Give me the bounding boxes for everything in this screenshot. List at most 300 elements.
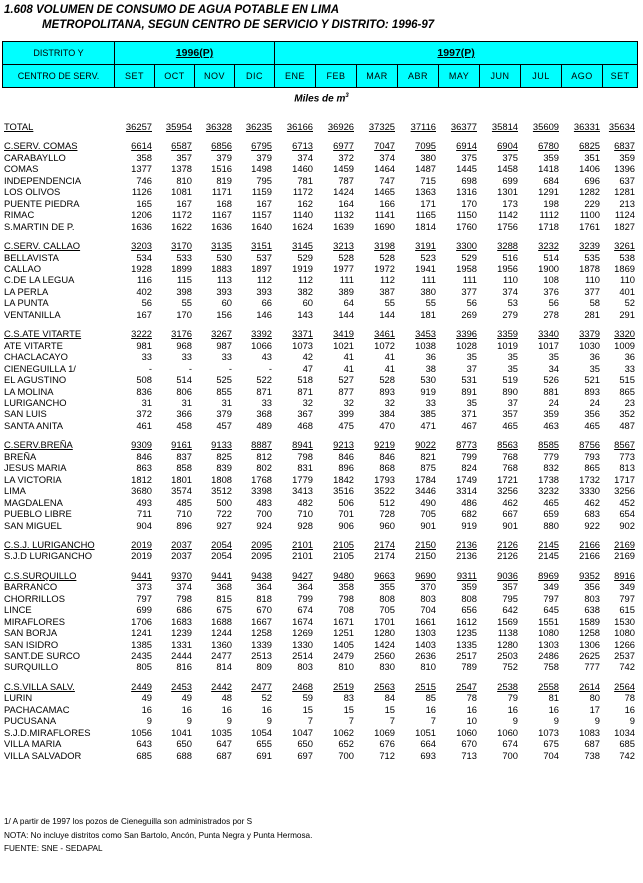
cell-value: 795 [502,592,518,604]
cell-value: 655 [256,738,272,750]
cell-value: 1732 [579,473,600,485]
row-label: BARRANCO [4,581,58,593]
cell-value: 1900 [538,262,559,274]
cell-value: 6977 [333,140,354,152]
cell-value: 896 [338,462,354,474]
cell-value: 35 [507,362,518,374]
cell-value: 637 [619,174,635,186]
cell-value: 781 [297,174,313,186]
cell-value: 24 [589,396,600,408]
cell-value: 516 [502,251,518,263]
cell-value: 643 [136,738,152,750]
cell-value: 968 [176,339,192,351]
cell-value: 515 [619,374,635,386]
cell-value: 3371 [292,328,313,340]
cell-value: 500 [216,496,232,508]
cell-value: 519 [502,374,518,386]
table-row [2,408,637,419]
cell-value: 380 [420,151,436,163]
cell-value: 1167 [211,209,232,221]
cell-value: 1281 [614,186,635,198]
cell-value: 1330 [292,638,313,650]
row-label: C.SERV. CALLAO [4,240,81,252]
cell-value: 3379 [579,328,600,340]
cell-value: 490 [420,496,436,508]
cell-value: 710 [297,508,313,520]
table-row [2,221,637,232]
cell-value: 824 [461,462,477,474]
cell-value: 6587 [171,140,192,152]
cell-value: 3453 [415,328,436,340]
cell-value: 3222 [131,328,152,340]
cell-value: 528 [379,251,395,263]
cell-value: 2477 [251,680,272,692]
cell-value: 2095 [251,538,272,550]
cell-value: 3256 [614,485,635,497]
table-row [2,604,637,615]
cell-value: 359 [543,151,559,163]
header-month: FEB [316,65,357,88]
cell-value: 1251 [333,627,354,639]
cell-value: 819 [216,174,232,186]
row-label: SAN BORJA [4,627,58,639]
cell-value: 638 [584,604,600,616]
data-table [2,121,637,761]
row-label: S.J.D LURIGANCHO [4,550,93,562]
cell-value: 1403 [415,638,436,650]
cell-value: 1269 [292,627,313,639]
cell-value: 116 [137,274,152,286]
cell-value: 113 [217,274,232,286]
cell-value: 375 [461,151,477,163]
cell-value: 535 [584,251,600,263]
cell-value: 1239 [171,627,192,639]
table-row [2,152,637,163]
row-label: LOS OLIVOS [4,186,61,198]
table-row [2,692,637,703]
cell-value: 814 [216,661,232,673]
cell-value: 170 [461,197,477,209]
cell-value: 1738 [538,473,559,485]
cell-value: 868 [379,462,395,474]
cell-value: 901 [502,519,518,531]
cell-value: 839 [216,462,232,474]
cell-value: 35634 [608,121,635,132]
cell-value: 482 [297,496,313,508]
cell-value: - [268,362,272,374]
cell-value: 60 [221,297,232,309]
cell-value: 465 [502,419,518,431]
cell-value: 529 [461,251,477,263]
cell-value: 2444 [171,650,192,662]
cell-value: 9309 [131,439,152,451]
row-label: LURIN [4,692,33,704]
cell-value: 927 [216,519,232,531]
cell-value: 9 [186,715,192,727]
cell-value: 656 [461,604,477,616]
cell-value: 904 [136,519,152,531]
cell-value: 162 [297,197,313,209]
row-label: SANTA ANITA [4,419,64,431]
cell-value: 687 [584,738,600,750]
spacer-row [2,531,637,539]
cell-value: 112 [298,274,313,286]
cell-value: 380 [420,285,436,297]
cell-value: 16 [624,703,635,715]
row-label: SANT.DE SURCO [4,650,81,662]
row-label: C.SERV.BREÑA [4,439,73,451]
cell-value: 269 [461,308,477,320]
cell-value: 675 [543,738,559,750]
cell-value: 56 [466,297,477,309]
cell-value: 1142 [497,209,518,221]
cell-value: 83 [343,692,354,704]
cell-value: 901 [420,519,436,531]
row-label: C.DE LA LEGUA [4,274,75,286]
row-label: PACHACAMAC [4,703,70,715]
cell-value: 9663 [374,569,395,581]
cell-value: 747 [379,174,395,186]
cell-value: 1487 [415,163,436,175]
cell-value: 2019 [131,538,152,550]
cell-value: 1363 [415,186,436,198]
row-label: RIMAC [4,209,35,221]
cell-value: 1280 [497,638,518,650]
row-label: TOTAL [4,121,34,132]
cell-value: 1051 [415,726,436,738]
cell-value: 3300 [456,240,477,252]
cell-value: 746 [136,174,152,186]
table-row [2,750,637,761]
cell-value: 808 [379,592,395,604]
cell-value: 816 [176,661,192,673]
cell-value: 2435 [131,650,152,662]
cell-value: 537 [256,251,272,263]
cell-value: 1941 [415,262,436,274]
cell-value: 164 [338,197,354,209]
cell-value: 81 [548,692,559,704]
cell-value: 9036 [497,569,518,581]
cell-value: 1768 [251,473,272,485]
cell-value: 33 [221,351,232,363]
cell-value: 1034 [614,726,635,738]
spacer-cell [2,531,637,539]
cell-value: 3135 [211,240,232,252]
cell-value: 527 [338,374,354,386]
cell-value: 1760 [456,220,477,232]
cell-value: 1977 [333,262,354,274]
table-row [2,738,637,749]
cell-value: 2166 [579,550,600,562]
cell-value: 3267 [211,328,232,340]
cell-value: 893 [584,385,600,397]
cell-value: 1718 [538,220,559,232]
cell-value: 452 [619,496,635,508]
header-col1-line2: CENTRO DE SERV. [3,65,115,88]
cell-value: 891 [461,385,477,397]
row-label: BELLAVISTA [4,251,59,263]
cell-value: 31 [181,396,192,408]
row-label: VENTANILLA [4,308,61,320]
cell-value: 1622 [171,220,192,232]
cell-value: 8887 [251,439,272,451]
cell-value: 358 [136,151,152,163]
cell-value: 1465 [374,186,395,198]
cell-value: 108 [543,274,559,286]
cell-value: 652 [338,738,354,750]
cell-value: - [188,362,192,374]
header-month: DIC [235,65,275,88]
cell-value: 1150 [456,209,477,221]
cell-value: 213 [619,197,635,209]
cell-value: 2453 [171,680,192,692]
row-label: MAGDALENA [4,496,63,508]
cell-value: 534 [136,251,152,263]
cell-value: 696 [584,174,600,186]
cell-value: 1801 [171,473,192,485]
cell-value: 16 [425,703,436,715]
cell-value: 58 [589,297,600,309]
cell-value: 1639 [333,220,354,232]
cell-value: 3151 [251,240,272,252]
cell-value: 1756 [497,220,518,232]
cell-value: 377 [584,285,600,297]
cell-value: 1569 [497,615,518,627]
row-label: CIENEGUILLA 1/ [4,362,76,374]
cell-value: 523 [420,251,436,263]
cell-value: 2095 [251,550,272,562]
cell-value: 700 [502,749,518,761]
cell-value: 676 [379,738,395,750]
cell-value: 382 [297,285,313,297]
units-exponent: 3 [345,93,349,99]
cell-value: 37325 [368,121,395,132]
cell-value: 375 [502,151,518,163]
cell-value: 1041 [171,726,192,738]
cell-value: 919 [420,385,436,397]
cell-value: 31 [221,396,232,408]
cell-value: 1688 [211,615,232,627]
cell-value: 675 [216,604,232,616]
cell-value: 6825 [579,140,600,152]
cell-value: 370 [420,581,436,593]
cell-value: 355 [379,581,395,593]
cell-value: 705 [379,604,395,616]
cell-value: 1172 [171,209,192,221]
cell-value: 3413 [292,485,313,497]
cell-value: 1674 [292,615,313,627]
cell-value: 1516 [211,163,232,175]
cell-value: 685 [136,749,152,761]
cell-value: 2145 [538,550,559,562]
cell-value: 2054 [211,538,232,550]
cell-value: 36377 [450,121,477,132]
cell-value: 2538 [497,680,518,692]
cell-value: 37116 [410,121,436,132]
cell-value: 359 [543,408,559,420]
cell-value: 9 [512,715,518,727]
row-label: LA MOLINA [4,385,54,397]
cell-value: 789 [461,661,477,673]
cell-value: 8941 [292,439,313,451]
cell-value: 1464 [374,163,395,175]
cell-value: 278 [543,308,559,320]
cell-value: 645 [543,604,559,616]
spacer-row [2,673,637,681]
cell-value: 1812 [131,473,152,485]
spacer-cell [2,232,637,240]
cell-value: 16 [507,703,518,715]
cell-value: 8969 [538,569,559,581]
cell-value: 110 [585,274,600,286]
cell-value: 9427 [292,569,313,581]
table-row [2,727,637,738]
cell-value: 2486 [538,650,559,662]
cell-value: 1054 [251,726,272,738]
table-row [2,163,637,174]
cell-value: 738 [584,749,600,761]
section-row [2,681,637,692]
cell-value: 42 [302,351,313,363]
cell-value: 812 [256,450,272,462]
cell-value: 35 [466,351,477,363]
cell-value: 1385 [131,638,152,650]
cell-value: 863 [136,462,152,474]
cell-value: 16 [181,703,192,715]
table-row [2,451,637,462]
cell-value: 752 [502,661,518,673]
table-row [2,374,637,385]
cell-value: 1081 [171,186,192,198]
header-month: ABR [398,65,439,88]
cell-value: 373 [136,581,152,593]
cell-value: 16 [261,703,272,715]
table-row [2,639,637,650]
cell-value: 1291 [538,186,559,198]
cell-value: 1842 [333,473,354,485]
cell-value: 1140 [292,209,313,221]
cell-value: 1761 [579,220,600,232]
cell-value: 36 [589,351,600,363]
cell-value: 356 [584,408,600,420]
cell-value: 2477 [211,650,232,662]
cell-value: 48 [221,692,232,704]
cell-value: 1258 [579,627,600,639]
cell-value: 458 [176,419,192,431]
cell-value: 35609 [532,121,559,132]
cell-value: 2136 [456,550,477,562]
table-row [2,363,637,374]
cell-value: 1396 [614,163,635,175]
cell-value: 364 [297,581,313,593]
cell-value: 3232 [538,485,559,497]
cell-value: 198 [543,197,559,209]
footnotes [4,815,639,856]
table-row [2,661,637,672]
cell-value: 1671 [333,615,354,627]
cell-value: 357 [502,581,518,593]
cell-value: 711 [137,508,152,520]
cell-value: 1899 [171,262,192,274]
cell-value: 3170 [171,240,192,252]
header-month: JUL [521,65,562,88]
cell-value: 1171 [211,186,232,198]
cell-value: 3340 [538,328,559,340]
table-row [2,508,637,519]
cell-value: 1047 [292,726,313,738]
table-row [2,497,637,508]
table-row [2,474,637,485]
cell-value: 1636 [211,220,232,232]
cell-value: 877 [338,385,354,397]
cell-value: 7 [389,715,395,727]
cell-value: 533 [176,251,192,263]
cell-value: 1126 [131,186,152,198]
cell-value: 2636 [415,650,436,662]
cell-value: 36 [624,351,635,363]
cell-value: 23 [624,396,635,408]
cell-value: 1498 [251,163,272,175]
cell-value: 928 [297,519,313,531]
cell-value: 881 [543,385,559,397]
cell-value: 78 [466,692,477,704]
cell-value: 1445 [456,163,477,175]
cell-value: 815 [216,592,232,604]
cell-value: 379 [216,151,232,163]
cell-value: 17 [589,703,600,715]
cell-value: 797 [543,592,559,604]
cell-value: 506 [338,496,354,508]
cell-value: 167 [256,197,272,209]
cell-value: 960 [379,519,395,531]
cell-value: 2105 [333,538,354,550]
cell-value: 41 [384,362,395,374]
cell-value: 715 [420,174,436,186]
cell-value: 3461 [374,328,395,340]
cell-value: 1784 [415,473,436,485]
cell-value: 1028 [456,339,477,351]
cell-value: 55 [181,297,192,309]
cell-value: 6614 [131,140,152,152]
cell-value: 393 [216,285,232,297]
row-label: JESUS MARIA [4,462,67,474]
cell-value: 374 [297,151,313,163]
cell-value: 1589 [579,615,600,627]
cell-value: 1717 [614,473,635,485]
cell-value: 1706 [131,615,152,627]
cell-value: 351 [584,151,600,163]
cell-value: 518 [297,374,313,386]
cell-value: 281 [584,308,600,320]
cell-value: 803 [584,592,600,604]
cell-value: 2054 [211,550,232,562]
cell-value: 2517 [456,650,477,662]
cell-value: 1458 [497,163,518,175]
cell-value: 2145 [538,538,559,550]
cell-value: 359 [619,151,635,163]
cell-value: 41 [384,351,395,363]
spacer-row [2,132,637,140]
cell-value: 803 [297,661,313,673]
cell-value: 1636 [131,220,152,232]
cell-value: 7095 [415,140,436,152]
cell-value: 36166 [286,121,313,132]
cell-value: 1690 [374,220,395,232]
cell-value: 1667 [251,615,272,627]
cell-value: 797 [619,592,635,604]
cell-value: 3256 [497,485,518,497]
cell-value: - [148,362,152,374]
